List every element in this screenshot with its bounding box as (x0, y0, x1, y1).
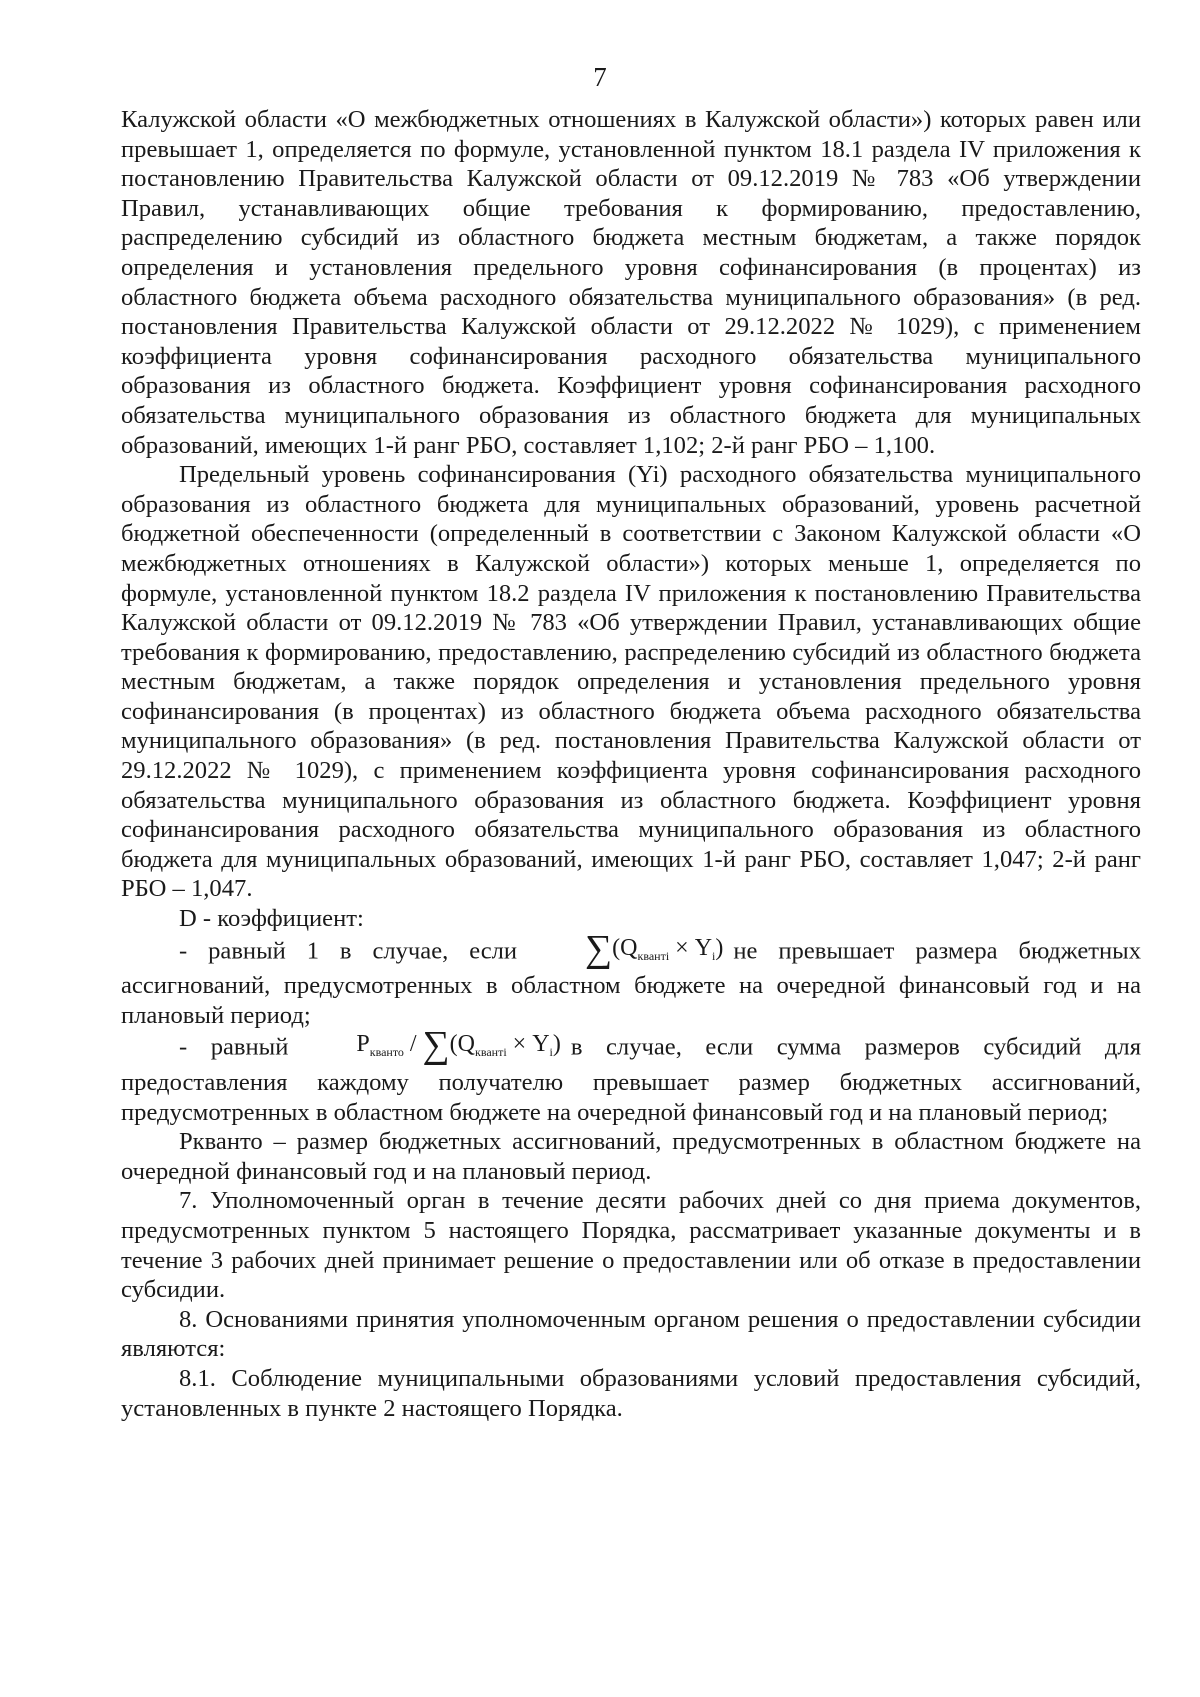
formula-close: ) (552, 1031, 561, 1058)
formula-open: (Q (449, 1031, 475, 1058)
paragraph-d-case-2 (121, 1024, 1142, 1127)
formula-y-subscript: i (549, 1045, 553, 1060)
formula-y-subscript: i (712, 948, 716, 963)
formula-slash: / (403, 1031, 423, 1058)
sigma-symbol: ∑ (422, 1024, 450, 1067)
d-case-2-text-after: в случае, если сумма размеров субсидий для предоставления каждому получателю превышает размер бюджетных ассигнований, предусмотренных в областном бюджете на очередной финансовый год и на плановый период; (121, 1033, 1142, 1126)
paragraph-d-case-1 (121, 927, 1141, 1031)
d-case-1-text-before: - равный 1 в случае, если (179, 937, 518, 965)
paragraph-cofinancing-low: Предельный уровень софинансирования (Yi) расходного обязательства муниципального образования из областного бюджета для муниципальных образований, уровень расчетной бюджетной обеспеченности (определенный в соответствии с Законом Калужской области «О межбюджетных отношениях в Калужской области») которых меньше 1, определяется по формуле, установленной пунктом 18.2 раздела IV приложения к постановлению Правительства Калужской области от 09.12.2019 № 783 «Об утверждении Правил, устанавливающих общие требования к формированию, предоставлению, распределению субсидий из областного бюджета местным бюджетам, а также порядок определения и установления предельного уровня софинансирования (в процентах) из областного бюджета объема расходного обязательства муниципального образования» (в ред. постановления Правительства Калужской области от 29.12.2022 № 1029), с применением коэффициента уровня софинансирования расходного обязательства муниципального образования из областного бюджета. Коэффициент уровня софинансирования расходного обязательства муниципального образования из областного бюджета для муниципальных образований, имеющих 1-й ранг РБО, составляет 1,047; 2-й ранг РБО – 1,047. (121, 461, 1141, 903)
formula-p-over-sum (298, 1024, 561, 1068)
formula-times-y: × Y (506, 1031, 550, 1058)
formula-q-subscript: кванті (637, 948, 670, 963)
formula-times-y: × Y (669, 934, 713, 961)
document-body (121, 105, 1141, 1423)
d-case-1-text-after: не превышает размера бюджетных ассигнований, предусмотренных в областном бюджете на очередной финансовый год и на плановый период; (121, 937, 1141, 1029)
d-case-2-text-before: - равный (179, 1033, 289, 1061)
formula-p: P (356, 1031, 370, 1058)
formula-q-subscript: кванті (475, 1045, 507, 1060)
formula-p-subscript: кванто (369, 1045, 404, 1060)
paragraph-item-7: 7. Уполномоченный орган в течение десяти рабочих дней со дня приема документов, предусмотренных пунктом 5 настоящего Порядка, рассматривает указанные документы и в течение 3 рабочих дней принимает решение о предоставлении или об отказе в предоставлении субсидии. (121, 1187, 1141, 1304)
formula-open: (Q (612, 934, 638, 961)
page-number: 7 (593, 62, 607, 92)
paragraph-p-definition: Ркванто – размер бюджетных ассигнований, предусмотренных в областном бюджете на очередной финансовый год и на плановый период. (121, 1128, 1141, 1185)
paragraph-item-8: 8. Основаниями принятия уполномоченным органом решения о предоставлении субсидии являются: (121, 1305, 1141, 1363)
paragraph-cofinancing-high: Калужской области «О межбюджетных отношениях в Калужской области») которых равен или превышает 1, определяется по формуле, установленной пунктом 18.1 раздела IV приложения к постановлению Правительства Калужской области от 09.12.2019 № 783 «Об утверждении Правил, устанавливающих общие требования к формированию, предоставлению, распределению субсидий из областного бюджета местным бюджетам, а также порядок определения и установления предельного уровня софинансирования (в процентах) из областного бюджета объема расходного обязательства муниципального образования» (в ред. постановления Правительства Калужской области от 29.12.2022 № 1029), с применением коэффициента уровня софинансирования расходного обязательства муниципального образования из областного бюджета. Коэффициент уровня софинансирования расходного обязательства муниципального образования из областного бюджета для муниципальных образований, имеющих 1-й ранг РБО, составляет 1,102; 2-й ранг РБО – 1,100. (121, 106, 1141, 459)
formula-close: ) (715, 934, 724, 961)
sigma-symbol: ∑ (585, 927, 613, 970)
paragraph-d-coefficient: D - коэффициент: (179, 905, 364, 933)
formula-sum-q-y (527, 927, 724, 972)
paragraph-item-8-1: 8.1. Соблюдение муниципальными образованиями условий предоставления субсидий, установленных в пункте 2 настоящего Порядка. (121, 1364, 1141, 1422)
